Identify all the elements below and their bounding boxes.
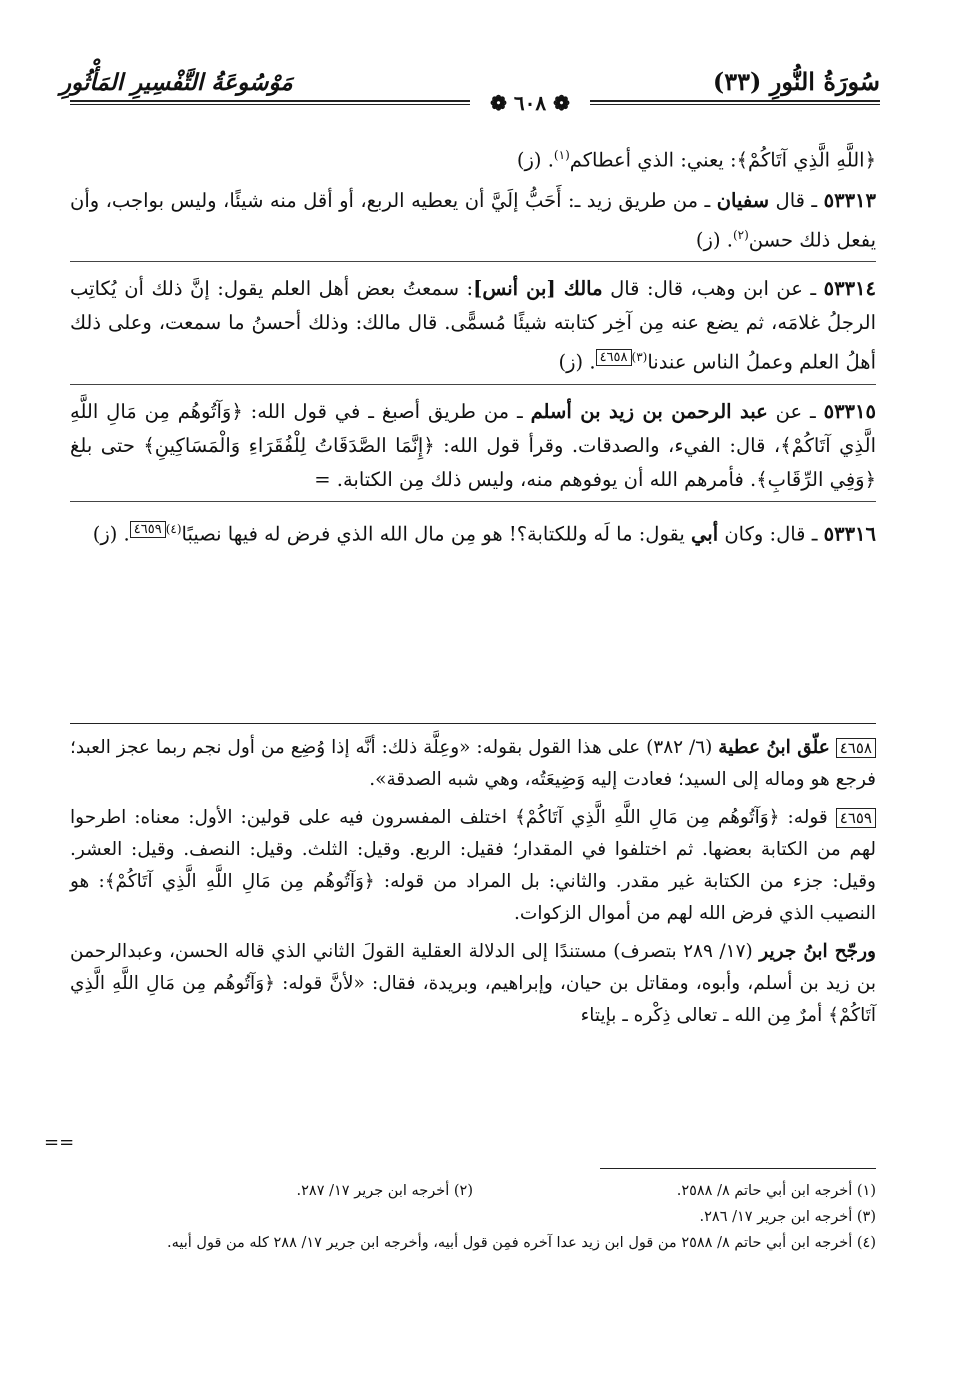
rule-right-thin (590, 104, 880, 105)
footnote-4: (٤) أخرجه ابن أبي حاتم ٨/ ٢٥٨٨ من قول ابن زيد عدا آخره فمِن قول أبيه، وأخرجه ابن جرير ١٧/ ٢٨٨ كله من قول أبيه. (167, 1235, 876, 1251)
comment-number-box: ٤٦٥٩ (836, 808, 876, 828)
footnote-1: (١) أخرجه ابن أبي حاتم ٨/ ٢٥٨٨. (676, 1183, 876, 1199)
paragraph: ٥٣٣١٦ ـ قال: وكان أبي يقول: ما لَه وللكتابة؟! هو مِن مال الله الذي فرض له فيها نصيبًا$^{(٤)}$٤٦٥٩. (ز) (92, 521, 876, 545)
commentary-paragraph: ورجّح ابنُ جرير (١٧/ ٢٨٩ بتصرف) مستندًا إلى الدلالة العقلية القولَ الثاني الذي قاله الحسن، وعبدالرحمن بن زيد بن أسلم، وأبوه، ومقاتل بن حيان، وإبراهيم، وبريدة، فقال: «لأنَّ قوله: ﴿وَآتُوهُم مِن مَالِ اللَّهِ الَّذِي آتَاكُمْ﴾ أمرٌ مِن الله ـ تعالى ذِكْره ـ بإيتاء (70, 941, 876, 1026)
narration-number: ٥٣٣١٦ (823, 522, 876, 545)
paragraph: ٥٣٣١٥ ـ عن عبد الرحمن بن زيد بن أسلم ـ من طريق أصبغ ـ في قول الله: ﴿وَآتُوهُم مِن مَالِ اللَّهِ الَّذِي آتَاكُمْ﴾، قال: الفيء، والصدقات. وقرأ قول الله: ﴿إِنَّمَا الصَّدَقَاتُ لِلْفُقَرَاءِ وَالْمَسَاكِينِ﴾ حتى بلغ ﴿وَفِي الرِّقَابِ﴾. فأمرهم الله أن يوفوهم منه، وليس ذلك مِن الكتابة. = (70, 395, 876, 502)
main-text (70, 138, 876, 557)
page-number: ❁ ٦٠٨ ❁ (490, 91, 570, 115)
continuation-mark: == (44, 1132, 75, 1153)
rule-right (590, 100, 880, 102)
footnote-3: (٣) أخرجه ابن جرير ١٧/ ٢٨٦. (699, 1209, 876, 1225)
narrator-name: مالك [بن أنس] (473, 277, 603, 300)
sura-title: سُورَةُ النُّورِ (٣٣) (712, 67, 880, 96)
rule-left (70, 100, 470, 102)
footnote-2: (٢) أخرجه ابن جرير ١٧/ ٢٨٧. (296, 1183, 473, 1199)
footnote-row (70, 1178, 876, 1204)
narrator-name: سفيان (716, 188, 770, 212)
running-header (60, 56, 880, 96)
paragraph: ٥٣٣١٤ ـ عن ابن وهب، قال: قال مالك [بن أنس]: سمعتُ بعض أهل العلم يقول: إنَّ ذلك أن يُكاتِب الرجلُ غلامَه، ثم يضع عنه مِن آخِر كتابته شيئًا مُسمًّى. قال مالك: وذلك أحسنُ ما سمعت، وعلى ذلك أهلُ العلم وعملُ الناس عندنا$^{(٣)}$٤٦٥٨. (ز) (70, 272, 876, 385)
commentary-paragraph: ٤٦٥٨ علّق ابنُ عطية (٦/ ٣٨٢) على هذا القول بقوله: «وعِلَّة ذلك: أنَّه إذا وُضِع من أول نجم ربما عجز العبد؛ فرجع هو وماله إلى السيد؛ فعادت إليه وَضِيعَتُه، وهي شبه الصدقة». (70, 737, 876, 790)
paragraph: ﴿اللَّهِ الَّذِي آتَاكُمْ﴾: يعني: الذي أعطاكم$^{(١)}$. (ز) (516, 148, 876, 172)
paragraph: ٥٣٣١٣ ـ قال سفيان ـ من طريق زيد ـ: أَحَبُّ إلَيَّ أن يعطيه الربع، أو أقل منه شيئًا، وليس بواجب، وأن يفعل ذلك حسن$^{(٢)}$. (ز) (70, 184, 876, 263)
narrator-name: عبد الرحمن بن زيد بن أسلم (530, 399, 768, 423)
footnotes (70, 1178, 876, 1256)
comment-ref-box[interactable]: ٤٦٥٩ (130, 521, 166, 538)
commentary-section (70, 723, 876, 1038)
narrator-name: أبي (691, 522, 719, 545)
narration-number: ٥٣٣١٤ (823, 277, 876, 300)
comment-number-box: ٤٦٥٨ (836, 738, 876, 758)
commentary-paragraph: ٤٦٥٩ قوله: ﴿وَآتُوهُم مِن مَالِ اللَّهِ الَّذِي آتَاكُمْ﴾ اختلف المفسرون فيه على قولين: الأول: معناه: اطرحوا لهم من الكتابة بعضها. ثم اختلفوا في المقدار؛ فقيل: الربع. وقيل: الثلث. وقيل: النصف. وقيل: العشر. وقيل: جزء من الكتابة غير مقدر. والثاني: بل المراد من قوله: ﴿وَآتُوهُم مِن مَالِ اللَّهِ الَّذِي آتَاكُمْ﴾: هو النصيب الذي فرض الله لهم من أموال الزكوات. (70, 807, 876, 924)
narration-number: ٥٣٣١٥ (823, 399, 876, 423)
rule-left-thin (70, 104, 470, 105)
book-title: مَوْسُوعَةُ التَّفْسِيرِ المَأْثُورِ (60, 69, 293, 96)
narration-number: ٥٣٣١٣ (823, 188, 876, 212)
footnote-rule (600, 1168, 876, 1169)
comment-ref-box[interactable]: ٤٦٥٨ (596, 349, 632, 366)
header-rule (70, 91, 880, 116)
